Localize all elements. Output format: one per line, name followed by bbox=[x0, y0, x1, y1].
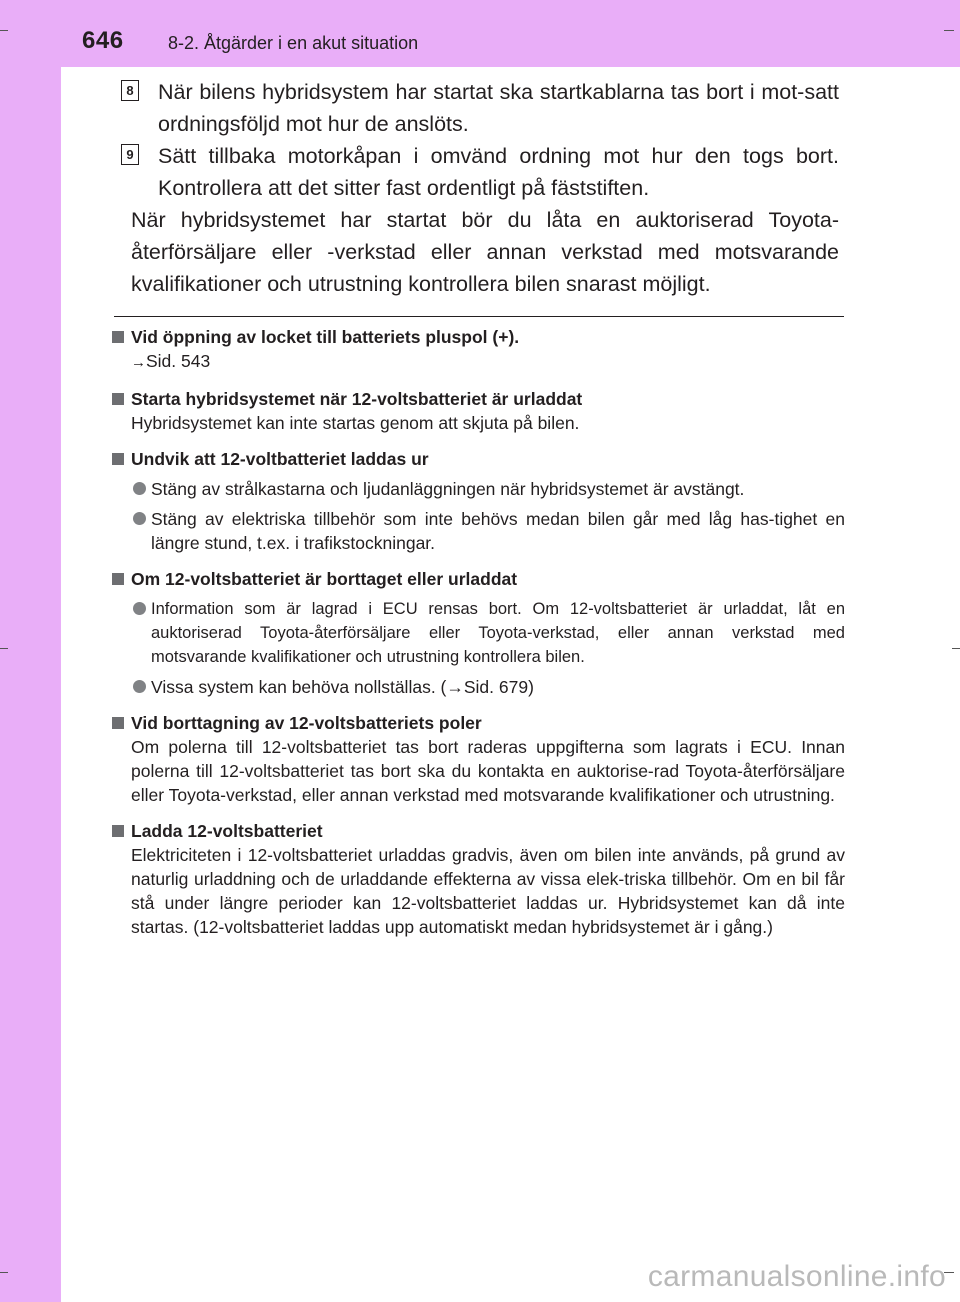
note-body: Hybridsystemet kan inte startas genom att skjuta på bilen. bbox=[131, 413, 580, 433]
note-heading-text: Starta hybridsystemet när 12-voltsbatteriet är urladdat bbox=[131, 389, 583, 409]
crop-mark bbox=[944, 30, 954, 31]
step-number-badge: 9 bbox=[121, 144, 139, 165]
round-bullet-icon bbox=[133, 482, 146, 495]
note-body: Om polerna till 12-voltsbatteriet tas bort raderas uppgifterna som lagrats i ECU. Innan polerna till 12-voltsbatteriet tas bort ska du kontakta en auktorise-rad Toyota-återförsäljare eller Toyota-verkstad, eller annan verkstad med motsvarande kvalifikationer och utrustning. bbox=[131, 737, 845, 805]
note-heading-text: Vid öppning av locket till batteriets pluspol (+). bbox=[131, 327, 520, 347]
bullet-item bbox=[111, 597, 845, 669]
page-number: 646 bbox=[82, 27, 124, 54]
watermark: carmanualsonline.info bbox=[647, 1260, 946, 1293]
note-heading-text: Vid borttagning av 12-voltsbatteriets poler bbox=[131, 713, 482, 733]
crop-mark bbox=[0, 1272, 8, 1273]
section-divider bbox=[114, 316, 844, 317]
bullet-text: Stäng av strålkastarna och ljudanläggningen när hybridsystemet är avstängt. bbox=[151, 479, 745, 499]
square-bullet-icon bbox=[112, 573, 124, 585]
square-bullet-icon bbox=[112, 393, 124, 405]
note-heading-text: Om 12-voltsbatteriet är borttaget eller urladdat bbox=[131, 569, 518, 589]
section-title: 8-2. Åtgärder i en akut situation bbox=[168, 33, 419, 53]
page-reference-text: Sid. 543 bbox=[146, 351, 211, 371]
note-heading bbox=[111, 567, 845, 591]
note-heading bbox=[111, 387, 845, 411]
note-item bbox=[111, 711, 845, 807]
crop-mark bbox=[0, 30, 8, 31]
side-color-strip bbox=[0, 0, 61, 1302]
bullet-item bbox=[111, 675, 845, 699]
notes-section bbox=[111, 325, 845, 951]
note-item bbox=[111, 567, 845, 699]
square-bullet-icon bbox=[112, 717, 124, 729]
square-bullet-icon bbox=[112, 331, 124, 343]
bullet-item bbox=[111, 477, 845, 501]
step-item bbox=[121, 140, 839, 204]
note-item bbox=[111, 325, 845, 375]
page-reference bbox=[111, 349, 845, 375]
arrow-right-icon: → bbox=[131, 354, 146, 371]
step-text: Sätt tillbaka motorkåpan i omvänd ordning mot hur den togs bort. Kontrollera att det sitter fast ordentligt på fäststiften. bbox=[158, 144, 839, 200]
step-number-badge: 8 bbox=[121, 80, 139, 101]
note-heading bbox=[111, 819, 845, 843]
note-item bbox=[111, 819, 845, 939]
square-bullet-icon bbox=[112, 825, 124, 837]
step-item bbox=[121, 76, 839, 140]
crop-mark bbox=[952, 648, 960, 649]
crop-mark bbox=[0, 648, 8, 649]
round-bullet-icon bbox=[133, 512, 146, 525]
note-heading bbox=[111, 711, 845, 735]
note-item bbox=[111, 447, 845, 555]
note-heading bbox=[111, 447, 845, 471]
note-heading-text: Ladda 12-voltsbatteriet bbox=[131, 821, 323, 841]
note-item bbox=[111, 387, 845, 435]
step-text: När bilens hybridsystem har startat ska startkablarna tas bort i mot-satt ordningsföljd mot hur de anslöts. bbox=[158, 80, 839, 136]
note-heading bbox=[111, 325, 845, 349]
note-heading-text: Undvik att 12-voltbatteriet laddas ur bbox=[131, 449, 429, 469]
bullet-item bbox=[111, 507, 845, 555]
round-bullet-icon bbox=[133, 602, 146, 615]
bullet-text: Vissa system kan behöva nollställas. (→Sid. 679) bbox=[151, 677, 534, 697]
bullet-text: Stäng av elektriska tillbehör som inte behövs medan bilen går med låg has-tighet en längre stund, t.ex. i trafikstockningar. bbox=[151, 509, 845, 553]
bullet-text: Information som är lagrad i ECU rensas bort. Om 12-voltsbatteriet är urladdat, låt en auktoriserad Toyota-återförsäljare eller Toyota-verkstad, eller annan verkstad med motsvarande kvalifikationer och utrustning kontrollera bilen. bbox=[151, 600, 845, 666]
square-bullet-icon bbox=[112, 453, 124, 465]
note-body: Elektriciteten i 12-voltsbatteriet urladdas gradvis, även om bilen inte används, på grund av naturlig urladdning och de urladdande effekterna av vissa elek-triska tillbehör. Om en bil får stå under längre perioder kan 12-voltsbatteriet laddas ur. Hybridsystemet kan då inte startas. (12-voltsbatteriet laddas upp automatiskt medan hybridsystemet är i gång.) bbox=[131, 845, 845, 937]
round-bullet-icon bbox=[133, 680, 146, 693]
intro-paragraph: När hybridsystemet har startat bör du låta en auktoriserad Toyota-återförsäljare eller -verkstad eller annan verkstad med motsvarande kvalifikationer och utrustning kontrollera bilen snarast möjligt. bbox=[131, 208, 839, 296]
